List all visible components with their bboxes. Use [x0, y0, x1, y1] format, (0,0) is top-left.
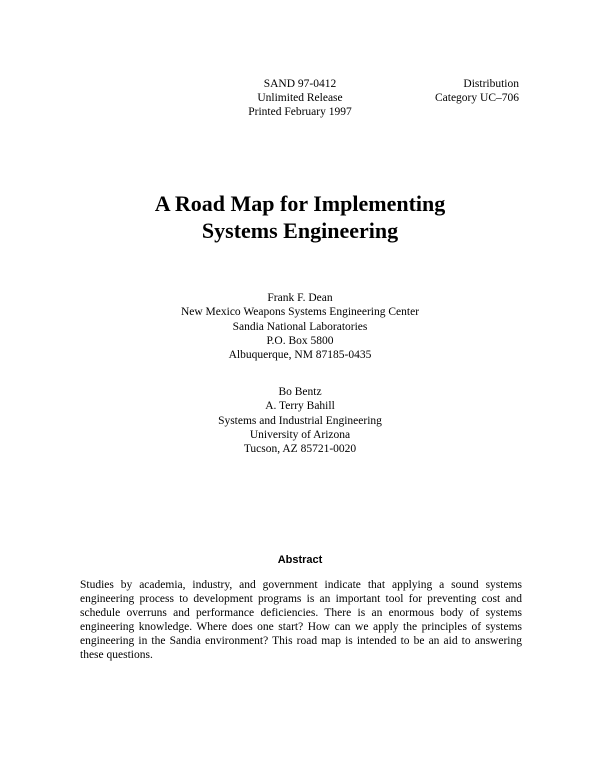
author-name-1: Bo Bentz: [278, 386, 322, 398]
author-name-2: A. Terry Bahill: [265, 400, 335, 413]
author-organization: New Mexico Weapons Systems Engineering Center: [180, 306, 420, 319]
author-city: Tucson, AZ 85721-0020: [243, 443, 357, 456]
document-title: [0, 190, 600, 244]
print-date: Printed February 1997: [248, 106, 352, 118]
abstract-text: Studies by academia, industry, and government indicate that applying a sound systems engineering process to development programs is an important tool for preventing cost and schedule overruns and performance deficiencies. There is an enormous body of systems engineering knowledge. Where does one start? How can we apply the principles of systems engineering in the Sandia environment? This road map is intended to be an aid to answering these questions.: [80, 579, 522, 662]
title-line-1: A Road Map for Implementing: [154, 191, 446, 216]
author-institution: University of Arizona: [249, 428, 351, 441]
title-line-2: Systems Engineering: [201, 218, 399, 243]
release-status: Unlimited Release: [257, 92, 343, 104]
author-name: Frank F. Dean: [267, 292, 333, 304]
author-block-arizona: [0, 385, 600, 456]
abstract-heading: Abstract: [277, 554, 323, 566]
distribution-label: Distribution: [463, 78, 519, 90]
distribution-category: Category UC–706: [434, 92, 519, 104]
author-city: Albuquerque, NM 87185-0435: [228, 349, 372, 362]
author-institution: Sandia National Laboratories: [232, 320, 368, 333]
author-department: Systems and Industrial Engineering: [218, 414, 382, 427]
author-po-box: P.O. Box 5800: [266, 334, 334, 347]
author-block-sandia: [0, 291, 600, 362]
report-number: SAND 97-0412: [263, 78, 337, 90]
distribution-info: [359, 77, 519, 105]
